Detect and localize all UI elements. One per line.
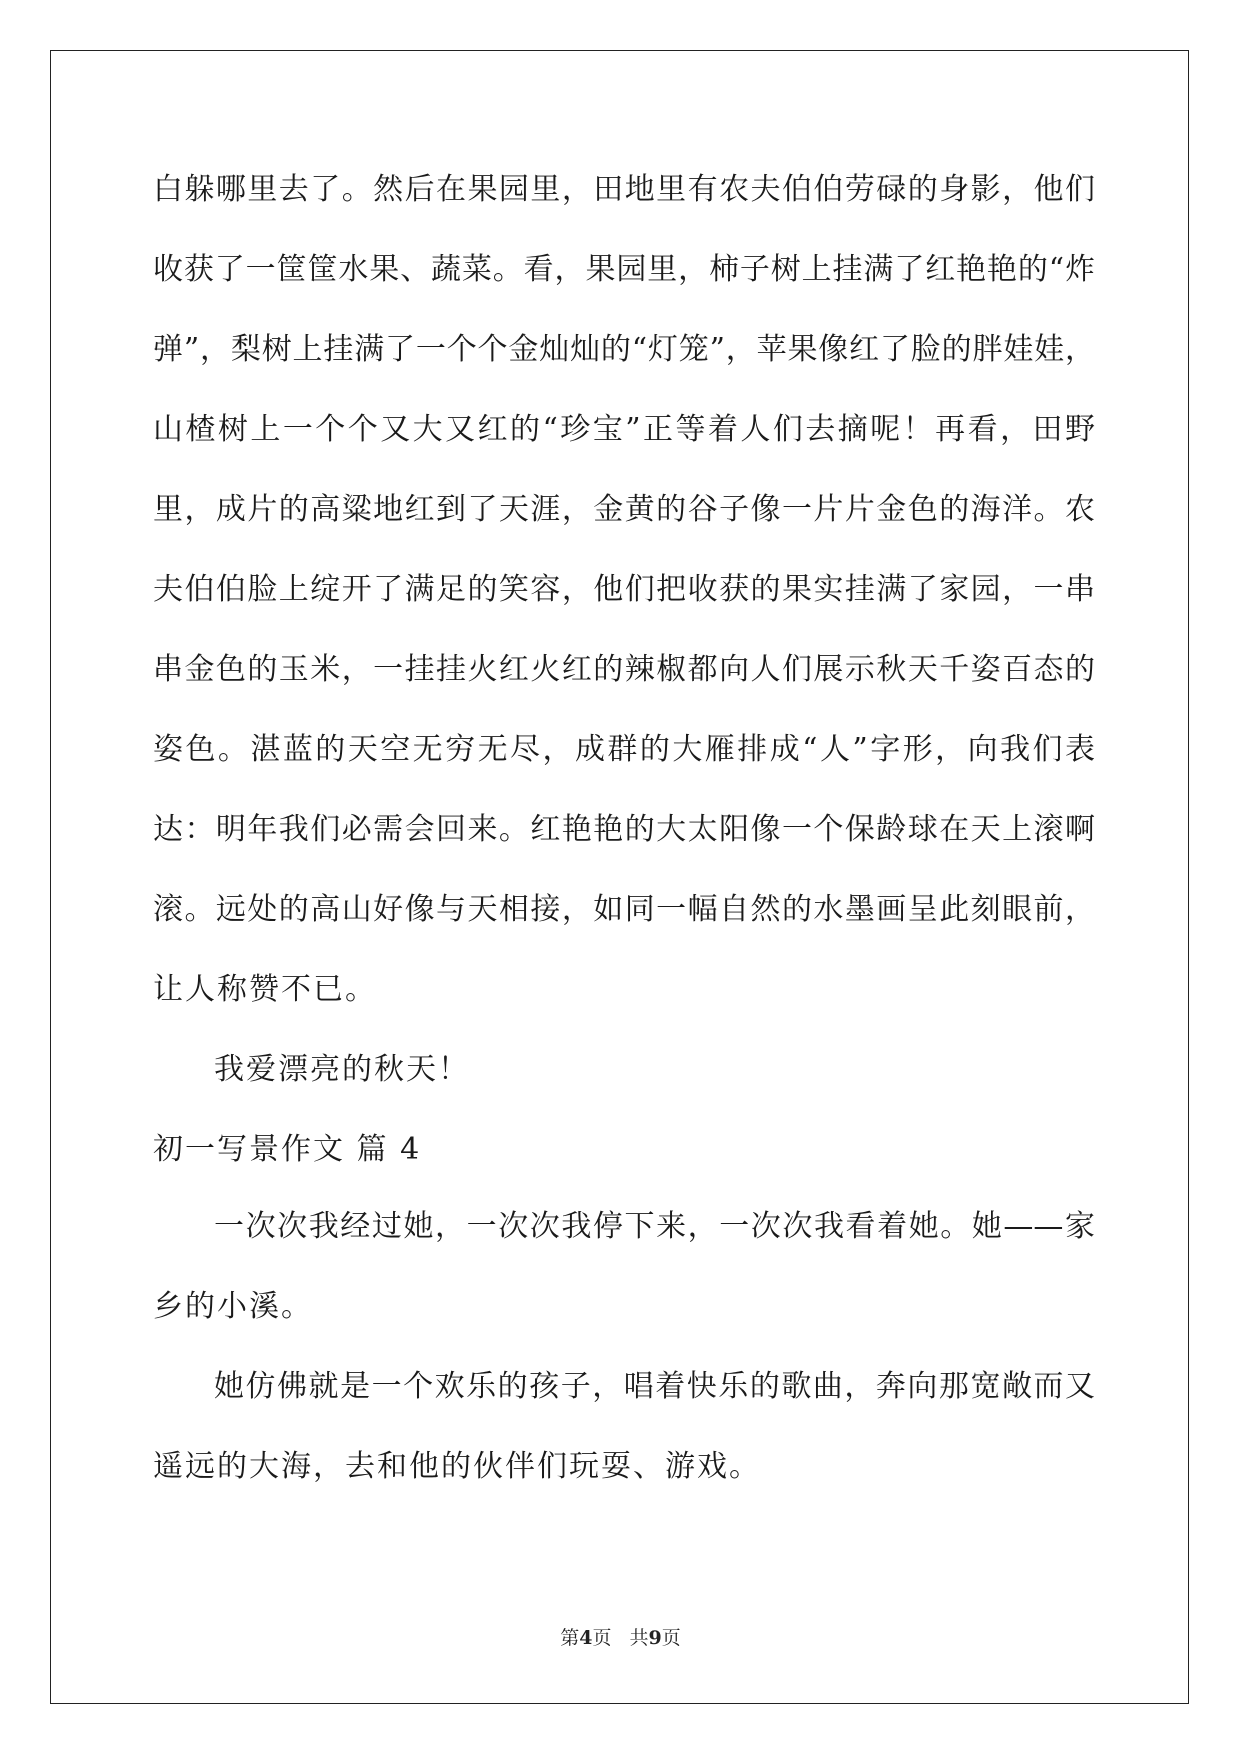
paragraph-line: 白躲哪里去了。然后在果园里，田地里有农夫伯伯劳碌的身影，他们 <box>153 172 1095 207</box>
document-body <box>153 160 1095 1517</box>
footer-prefix: 第 <box>560 1627 580 1649</box>
paragraph-line: 乡的小溪。 <box>153 1289 313 1324</box>
paragraph-line: 她仿佛就是一个欢乐的孩子，唱着快乐的歌曲，奔向那宽敞而又 <box>214 1369 1095 1404</box>
footer-total-suffix: 页 <box>661 1627 681 1649</box>
section-heading: 初一写景作文 篇 4 <box>153 1132 422 1167</box>
footer-page-suffix: 页 <box>592 1627 612 1649</box>
footer-total-prefix: 共 <box>629 1627 649 1649</box>
paragraph-line: 弹”，梨树上挂满了一个个金灿灿的“灯笼”，苹果像红了脸的胖娃娃， <box>153 332 1095 367</box>
paragraph-line: 夫伯伯脸上绽开了满足的笑容，他们把收获的果实挂满了家园，一串 <box>153 572 1095 607</box>
page-footer <box>0 1623 1241 1650</box>
paragraph-line: 里，成片的高粱地红到了天涯，金黄的谷子像一片片金色的海洋。农 <box>153 492 1095 527</box>
paragraph-line: 遥远的大海，去和他的伙伴们玩耍、游戏。 <box>153 1449 761 1484</box>
paragraph-line: 滚。远处的高山好像与天相接，如同一幅自然的水墨画呈此刻眼前， <box>153 892 1095 927</box>
paragraph-line: 收获了一筐筐水果、蔬菜。看，果园里，柿子树上挂满了红艳艳的“炸 <box>153 252 1095 287</box>
paragraph-line: 一次次我经过她，一次次我停下来，一次次我看着她。她——家 <box>214 1209 1095 1244</box>
paragraph-line: 我爱漂亮的秋天！ <box>214 1052 470 1087</box>
paragraph-line: 达：明年我们必需会回来。红艳艳的大太阳像一个保龄球在天上滚啊 <box>153 812 1095 847</box>
total-page-count: 9 <box>648 1627 662 1649</box>
paragraph-line: 串金色的玉米，一挂挂火红火红的辣椒都向人们展示秋天千姿百态的 <box>153 652 1095 687</box>
paragraph-line: 姿色。湛蓝的天空无穷无尽，成群的大雁排成“人”字形，向我们表 <box>153 732 1095 767</box>
current-page-number: 4 <box>579 1627 593 1649</box>
paragraph-line: 让人称赞不已。 <box>153 972 377 1007</box>
paragraph-line: 山楂树上一个个又大又红的“珍宝”正等着人们去摘呢！再看，田野 <box>153 412 1095 447</box>
